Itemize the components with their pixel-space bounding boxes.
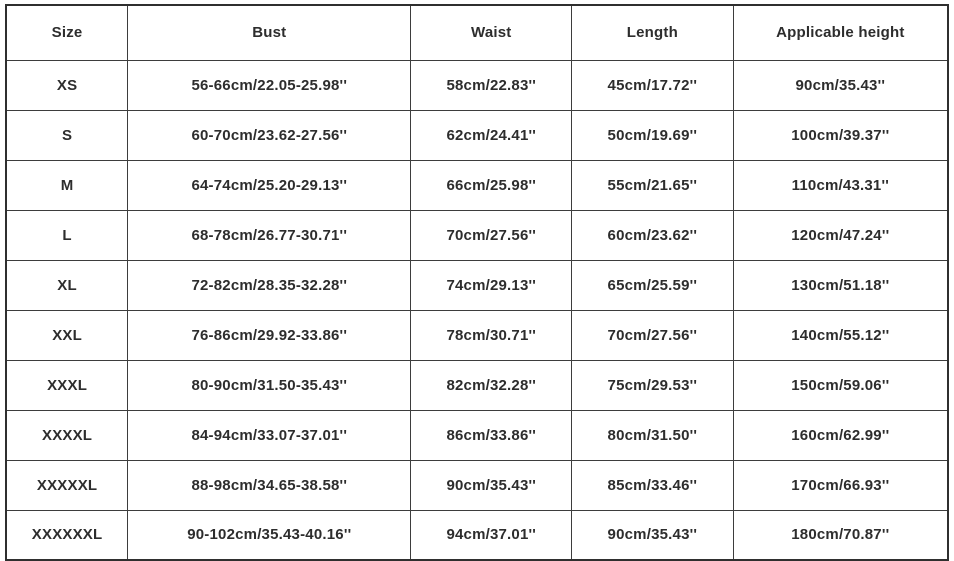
cell-length: 65cm/25.59'' [572,260,734,310]
cell-height: 180cm/70.87'' [733,510,948,560]
cell-length: 70cm/27.56'' [572,310,734,360]
cell-length: 80cm/31.50'' [572,410,734,460]
column-header-length: Length [572,5,734,60]
cell-waist: 86cm/33.86'' [411,410,572,460]
size-chart-table [5,4,949,561]
cell-height: 120cm/47.24'' [733,210,948,260]
cell-size: XXXXXL [6,460,128,510]
cell-size: XS [6,60,128,110]
cell-size: S [6,110,128,160]
cell-waist: 82cm/32.28'' [411,360,572,410]
cell-bust: 90-102cm/35.43-40.16'' [128,510,411,560]
cell-size: XXXXXXL [6,510,128,560]
column-header-size: Size [6,5,128,60]
cell-height: 130cm/51.18'' [733,260,948,310]
cell-length: 55cm/21.65'' [572,160,734,210]
cell-bust: 76-86cm/29.92-33.86'' [128,310,411,360]
table-row-xs [6,60,948,110]
column-header-waist: Waist [411,5,572,60]
cell-size: L [6,210,128,260]
table-row-xxxl [6,360,948,410]
cell-bust: 56-66cm/22.05-25.98'' [128,60,411,110]
table-row-xxxxxxl [6,510,948,560]
cell-size: M [6,160,128,210]
table-row-m [6,160,948,210]
cell-bust: 72-82cm/28.35-32.28'' [128,260,411,310]
cell-bust: 88-98cm/34.65-38.58'' [128,460,411,510]
cell-waist: 94cm/37.01'' [411,510,572,560]
cell-waist: 74cm/29.13'' [411,260,572,310]
cell-bust: 60-70cm/23.62-27.56'' [128,110,411,160]
table-row-l [6,210,948,260]
column-header-applicable-height: Applicable height [733,5,948,60]
cell-height: 150cm/59.06'' [733,360,948,410]
table-row-xxxxxl [6,460,948,510]
cell-length: 60cm/23.62'' [572,210,734,260]
cell-waist: 70cm/27.56'' [411,210,572,260]
cell-size: XL [6,260,128,310]
cell-length: 75cm/29.53'' [572,360,734,410]
cell-size: XXL [6,310,128,360]
cell-waist: 66cm/25.98'' [411,160,572,210]
table-row-s [6,110,948,160]
cell-waist: 78cm/30.71'' [411,310,572,360]
cell-size: XXXL [6,360,128,410]
cell-bust: 84-94cm/33.07-37.01'' [128,410,411,460]
cell-waist: 58cm/22.83'' [411,60,572,110]
cell-height: 90cm/35.43'' [733,60,948,110]
cell-bust: 64-74cm/25.20-29.13'' [128,160,411,210]
cell-height: 170cm/66.93'' [733,460,948,510]
cell-length: 50cm/19.69'' [572,110,734,160]
cell-bust: 68-78cm/26.77-30.71'' [128,210,411,260]
cell-size: XXXXL [6,410,128,460]
table-row-xxxxl [6,410,948,460]
cell-height: 160cm/62.99'' [733,410,948,460]
cell-length: 45cm/17.72'' [572,60,734,110]
cell-height: 100cm/39.37'' [733,110,948,160]
cell-length: 90cm/35.43'' [572,510,734,560]
cell-height: 110cm/43.31'' [733,160,948,210]
cell-length: 85cm/33.46'' [572,460,734,510]
cell-waist: 90cm/35.43'' [411,460,572,510]
column-header-bust: Bust [128,5,411,60]
table-row-xxl [6,310,948,360]
header-row [6,5,948,60]
cell-bust: 80-90cm/31.50-35.43'' [128,360,411,410]
table-row-xl [6,260,948,310]
cell-height: 140cm/55.12'' [733,310,948,360]
cell-waist: 62cm/24.41'' [411,110,572,160]
